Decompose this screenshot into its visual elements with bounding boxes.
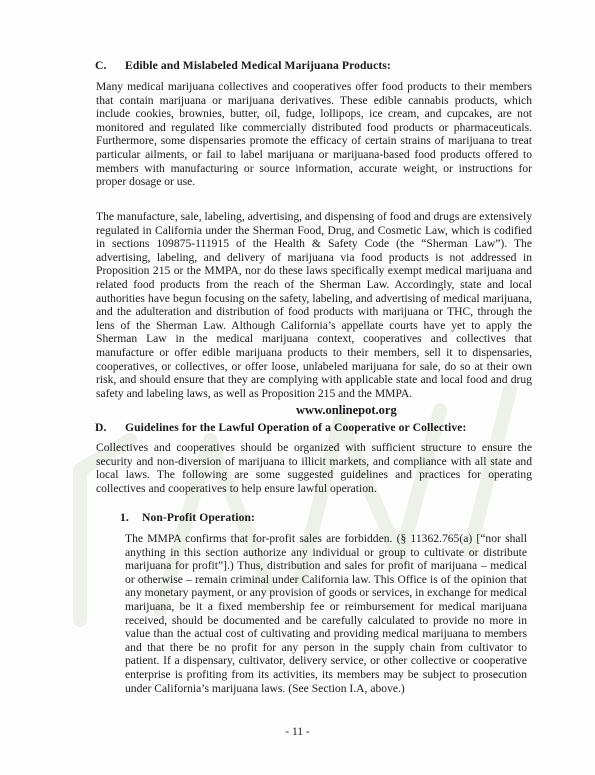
subsection-1-title: Non-Profit Operation: (142, 511, 255, 524)
section-d-letter: D. (95, 421, 107, 434)
watermark-url: www.onlinepot.org (296, 403, 397, 417)
section-c-title: Edible and Mislabeled Medical Marijuana Products: (125, 59, 391, 72)
subsection-1-paragraph: The MMPA confirms that for-profit sales are forbidden. (§ 11362.765(a) [“nor shall anything in this section authorize any individual or group to cultivate or distribute marijuana for profit”].) Thus, distribution and sales for profit of marijuana – medical or otherwise – remain criminal under California law. This Office is of the opinion that any monetary payment, or any provision of goods or services, in exchange for medical marijuana, be it a fixed membership fee or reimbursement for medical marijuana received, should be documented and be carefully calculated to provide no more in value than the actual cost of cultivating and providing medical marijuana to members and that there be no profit for any person in the supply chain from cultivator to patient. If a dispensary, cultivator, delivery service, or other collective or cooperative enterprise is profiting from its activities, its members may be subject to prosecution under California’s marijuana laws. (See Section I.A, above.) (125, 532, 527, 695)
subsection-1-heading (120, 511, 255, 524)
section-c-letter: C. (95, 59, 107, 72)
section-c-paragraph-2: The manufacture, sale, labeling, advertising, and dispensing of food and drugs are extensively regulated in California under the Sherman Food, Drug, and Cosmetic Law, which is codified in sections 109875-111915 of the Health & Safety Code (the “Sherman Law”). The advertising, labeling, and delivery of marijuana via food products is not addressed in Proposition 215 or the MMPA, nor do these laws specifically exempt medical marijuana and related food products from the reach of the Sherman Law. Accordingly, state and local authorities have begun focusing on the safety, labeling, and advertising of medical marijuana, and the adulteration and distribution of food products with marijuana or THC, through the lens of the Sherman Law. Although California’s appellate courts have yet to apply the Sherman Law in the medical marijuana context, cooperatives and collectives that manufacture or offer edible marijuana products to their members, sell it to dispensaries, cooperatives, or collectives, or offer loose, unlabeled marijuana for sale, do so at their own risk, and should ensure that they are complying with applicable state and local food and drug safety and labeling laws, as well as Proposition 215 and the MMPA. (96, 210, 532, 400)
section-c-paragraph-1: Many medical marijuana collectives and cooperatives offer food products to their members that contain marijuana or marijuana derivatives. These edible cannabis products, which include cookies, brownies, butter, oil, fudge, lollipops, ice cream, and cupcakes, are not monitored and regulated like commercially distributed food products or pharmaceuticals. Furthermore, some dispensaries promote the efficacy of certain strains of marijuana to treat particular ailments, or fail to label marijuana or marijuana-based food products offered to members with manufacturing or source information, accurate weight, or instructions for proper dosage or use. (96, 80, 532, 189)
page-number: - 11 - (285, 726, 310, 738)
section-d-paragraph-1: Collectives and cooperatives should be organized with sufficient structure to ensure the security and non-diversion of marijuana to illicit markets, and compliance with all state and local laws. The following are some suggested guidelines and practices for operating collectives and cooperatives to help ensure lawful operation. (96, 441, 532, 495)
section-c-heading (95, 59, 391, 72)
subsection-1-number: 1. (120, 511, 129, 524)
section-d-heading (95, 421, 466, 434)
section-d-title: Guidelines for the Lawful Operation of a Cooperative or Collective: (125, 421, 467, 434)
